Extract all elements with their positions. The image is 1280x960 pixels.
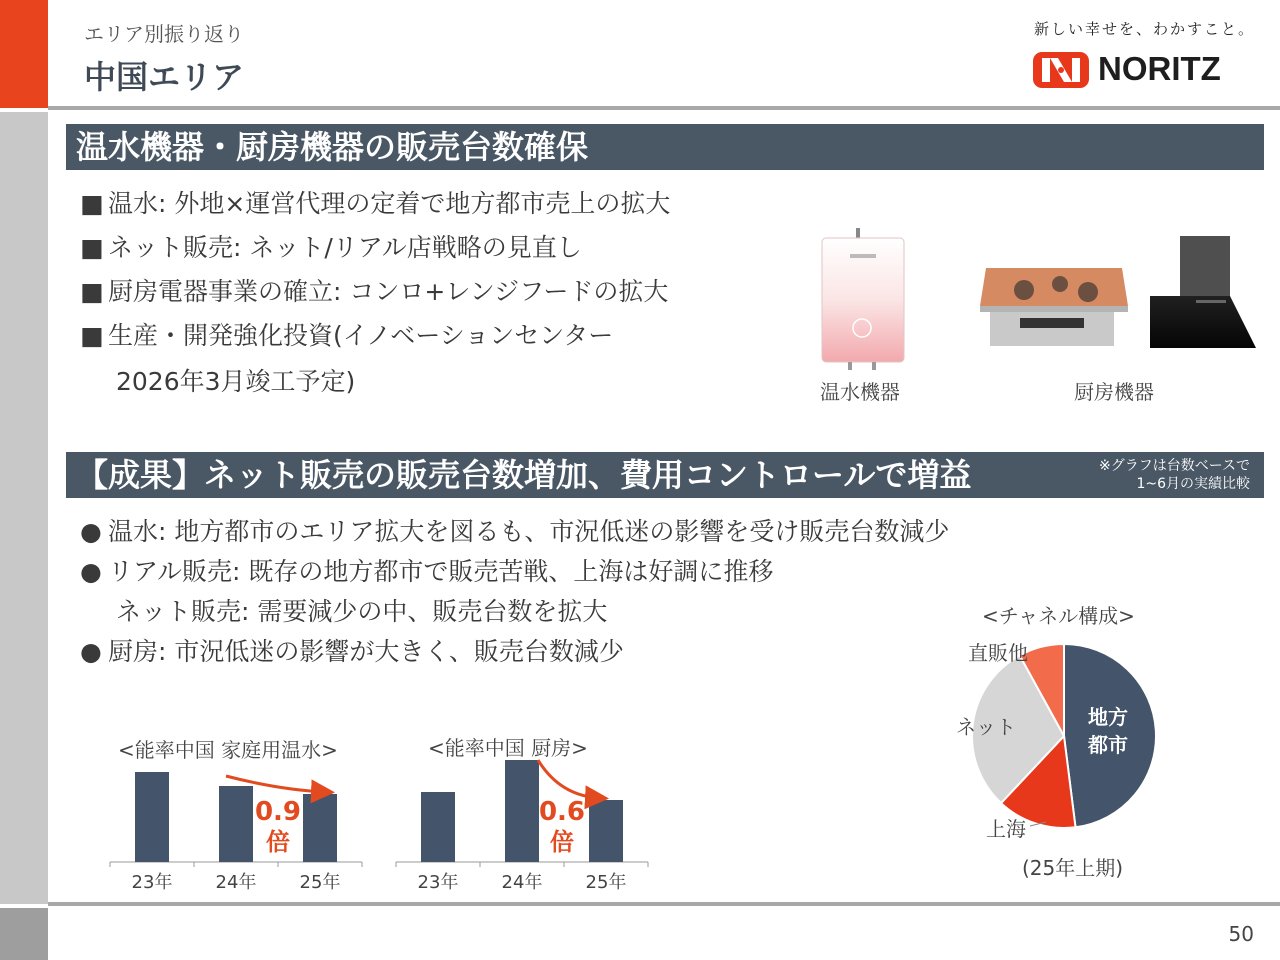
bar-1 xyxy=(135,772,169,862)
chart-caption-period: (25年上期) xyxy=(1022,856,1124,880)
bar-3 xyxy=(303,794,337,862)
pie-slice-label: ネット xyxy=(956,715,1016,739)
ratio-unit-label: 倍 xyxy=(550,828,574,856)
square-bullet-icon: ■ xyxy=(80,277,104,306)
x-tick-label: 24年 xyxy=(501,872,543,893)
bullet-text: 温水: 地方都市のエリア拡大を図るも、市況低迷の影響を受け販売台数減少 xyxy=(108,517,950,546)
chart-title-channel: <チャネル構成> xyxy=(982,604,1135,628)
page-title: 中国エリア xyxy=(84,58,245,96)
bullet-text: 厨房電器事業の確立: コンロ+レンジフードの拡大 xyxy=(108,277,669,306)
bar-2 xyxy=(219,786,253,862)
bullet-text: 生産・開発強化投資(イノベーションセンター xyxy=(108,321,614,350)
ratio-annotation: 0.9 xyxy=(254,797,302,827)
bar-2 xyxy=(505,760,539,862)
circle-bullet-icon: ● xyxy=(80,637,102,666)
x-tick-label: 23年 xyxy=(131,872,173,893)
chart-title-water-heater: <能率中国 家庭用温水> xyxy=(118,738,338,762)
circle-bullet-icon: ● xyxy=(80,517,102,546)
kitchen-appliance-label: 厨房機器 xyxy=(1074,380,1154,404)
pie-slice-label: 都市 xyxy=(1088,733,1128,757)
x-tick-label: 23年 xyxy=(417,872,459,893)
bullet-text: ネット販売: ネット/リアル店戦略の見直し xyxy=(108,233,582,262)
square-bullet-icon: ■ xyxy=(80,321,104,350)
note-line: 1~6月の実績比較 xyxy=(1136,476,1250,492)
square-bullet-icon: ■ xyxy=(80,189,104,218)
ratio-unit-label: 倍 xyxy=(266,828,290,856)
brand-tagline: 新しい幸せを、わかすこと。 xyxy=(1034,20,1256,38)
bullet-continuation: 2026年3月竣工予定) xyxy=(116,367,356,396)
bullet-text: 温水: 外地×運営代理の定着で地方都市売上の拡大 xyxy=(108,189,671,218)
ratio-annotation: 0.6 xyxy=(538,797,586,827)
pie-slice-label: 直販他 xyxy=(968,641,1028,665)
trend-arrow xyxy=(538,760,600,798)
water-heater-label: 温水機器 xyxy=(820,380,900,404)
logo-wordmark: NORITZ xyxy=(1098,50,1221,87)
pie-slice-label: 上海 xyxy=(986,817,1026,841)
chart-title-kitchen: <能率中国 厨房> xyxy=(428,736,588,760)
square-bullet-icon: ■ xyxy=(80,233,104,262)
bar-3 xyxy=(589,800,623,862)
section-heading-text: 【成果】ネット販売の販売台数増加、費用コントロールで増益 xyxy=(76,456,972,494)
bullet-text: リアル販売: 既存の地方都市で販売苦戦、上海は好調に推移 xyxy=(108,557,774,586)
bullet-text: 厨房: 市況低迷の影響が大きく、販売台数減少 xyxy=(108,637,624,666)
note-line: ※グラフは台数ベースで xyxy=(1098,458,1250,474)
x-tick-label: 25年 xyxy=(299,872,341,893)
circle-bullet-icon: ● xyxy=(80,557,102,586)
pie-slice-label: 地方 xyxy=(1088,705,1128,729)
page-number: 50 xyxy=(1228,922,1254,946)
section-heading-text: 温水機器・厨房機器の販売台数確保 xyxy=(76,128,589,166)
x-tick-label: 25年 xyxy=(585,872,627,893)
bar-1 xyxy=(421,792,455,862)
page-subtitle: エリア別振り返り xyxy=(84,22,244,46)
bullet-continuation: ネット販売: 需要減少の中、販売台数を拡大 xyxy=(116,597,608,626)
x-tick-label: 24年 xyxy=(215,872,257,893)
